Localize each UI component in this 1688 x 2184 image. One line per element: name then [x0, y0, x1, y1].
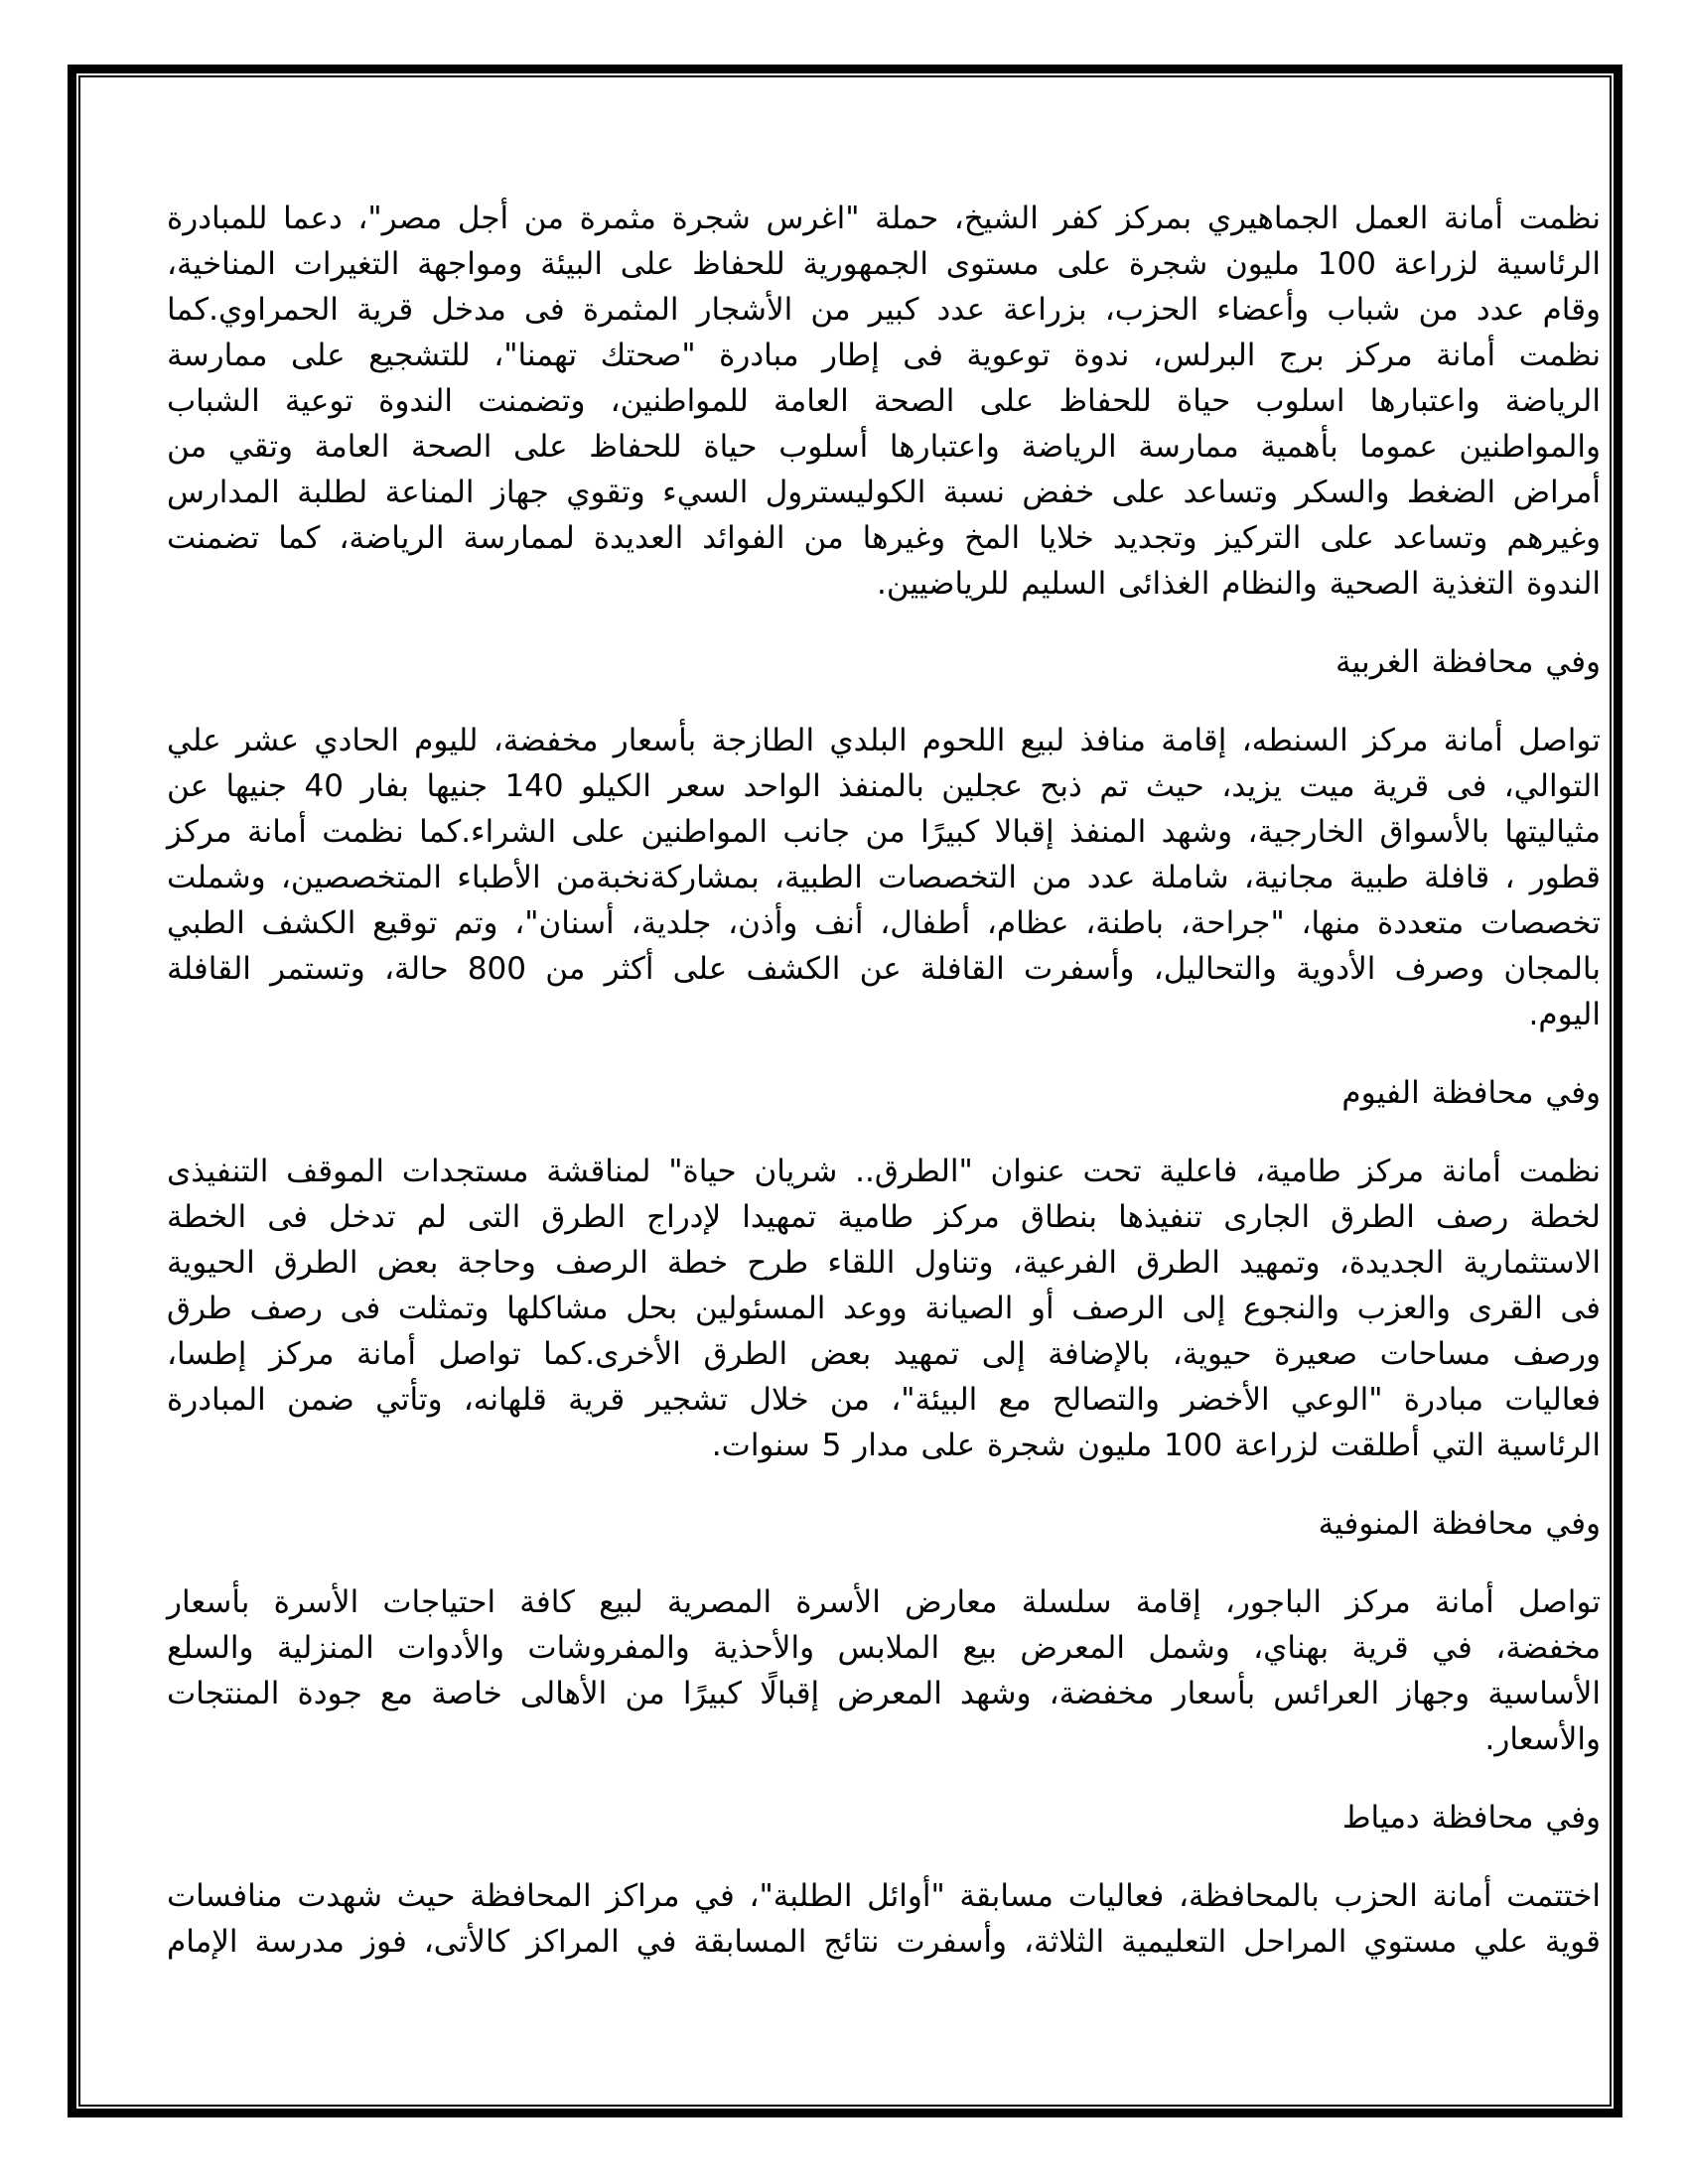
text-line: قطور ، قافلة طبية مجانية، شاملة عدد من التخصصات الطبية، بمشاركةنخبةمن الأطباء المتخصصين، وشملت — [167, 860, 1601, 895]
text-line: مثياليتها بالأسواق الخارجية، وشهد المنفذ إقبالا كبيرًا من جانب المواطنين على الشراء.كما نظمت أمانة مركز — [167, 814, 1601, 850]
text-line: اختتمت أمانة الحزب بالمحافظة، فعاليات مسابقة "أوائل الطلبة"، في مراكز المحافظة حيث شهدت منافسات — [167, 1878, 1601, 1914]
damietta-heading — [167, 1795, 1601, 1841]
text-line: أمراض الضغط والسكر وتساعد على خفض نسبة الكوليسترول السيء وتقوي جهاز المناعة لطلبة المدارس — [167, 475, 1601, 510]
text-line: وغيرهم وتساعد على التركيز وتجديد خلايا المخ وغيرها من الفوائد العديدة لممارسة الرياضة، كما تضمنت — [167, 520, 1601, 556]
text-line: مخفضة، في قرية بهناي، وشمل المعرض بيع الملابس والأحذية والمفروشات والأدوات المنزلية والسلع — [167, 1630, 1601, 1666]
menoufia-paragraph — [167, 1579, 1601, 1762]
text-line: الندوة التغذية الصحية والنظام الغذائى السليم للرياضيين. — [877, 566, 1601, 602]
text-line: والأسعار. — [1484, 1721, 1601, 1757]
text-line: الأساسية وجهاز العرائس بأسعار مخفضة، وشهد المعرض إقبالًا كبيرًا من الأهالى خاصة مع جودة المنتجات — [167, 1676, 1601, 1711]
text-line: الرياضة واعتبارها اسلوب حياة للحفاظ على الصحة العامة للمواطنين، وتضمنت الندوة توعية الشباب — [167, 383, 1601, 419]
text-line: التوالي، فى قرية ميت يزيد، حيث تم ذبح عجلين بالمنفذ الواحد سعر الكيلو 140 جنيها بفار 40 جنيها عن — [167, 768, 1601, 804]
section-heading-text: وفي محافظة دمياط — [1341, 1800, 1601, 1836]
text-line: قوية علي مستوي المراحل التعليمية الثلاثة، وأسفرت نتائج المسابقة في المراكز كالأتى، فوز مدرسة الإمام — [167, 1924, 1601, 1960]
text-line: تواصل أمانة مركز الباجور، إقامة سلسلة معارض الأسرة المصرية لبيع كافة احتياجات الأسرة بأسعار — [167, 1584, 1601, 1620]
document-content — [167, 196, 1601, 1965]
text-line: الرئاسية لزراعة 100 مليون شجرة على مستوى الجمهورية للحفاظ على البيئة ومواجهة التغيرات المناخية، — [167, 246, 1601, 282]
text-line: بالمجان وصرف الأدوية والتحاليل، وأسفرت القافلة عن الكشف على أكثر من 800 حالة، وتستمر القافلة — [167, 951, 1601, 987]
menoufia-heading — [167, 1501, 1601, 1547]
text-line: اليوم. — [1528, 997, 1601, 1032]
gharbia-paragraph — [167, 718, 1601, 1037]
text-line: فى القرى والعزب والنجوع إلى الرصف أو الصيانة ووعد المسئولين بحل مشاكلها وتمثلت فى رصف طرق — [167, 1291, 1601, 1326]
text-line: فعاليات مبادرة "الوعي الأخضر والتصالح مع البيئة"، من خلال تشجير قرية قلهانه، وتأتي ضمن المبادرة — [167, 1382, 1601, 1418]
text-line: وقام عدد من شباب وأعضاء الحزب، بزراعة عدد كبير من الأشجار المثمرة فى مدخل قرية الحمراوي.كما — [167, 292, 1601, 328]
text-line: الاستثمارية الجديدة، وتمهيد الطرق الفرعية، وتناول اللقاء طرح خطة الرصف وحاجة بعض الطرق الحيوية — [167, 1245, 1601, 1281]
section-heading-text: وفي محافظة الفيوم — [1341, 1075, 1601, 1111]
gharbia-heading — [167, 639, 1601, 685]
damietta-paragraph — [167, 1873, 1601, 1965]
fayoum-heading — [167, 1070, 1601, 1116]
text-line: والمواطنين عموما بأهمية ممارسة الرياضة واعتبارها أسلوب حياة للحفاظ على الصحة العامة وتقي من — [167, 429, 1601, 465]
text-line: تواصل أمانة مركز السنطه، إقامة منافذ لبيع اللحوم البلدي الطازجة بأسعار مخفضة، لليوم الحادي عشر علي — [167, 723, 1601, 758]
text-line: الرئاسية التي أطلقت لزراعة 100 مليون شجرة على مدار 5 سنوات. — [711, 1428, 1601, 1463]
kafr-elsheikh-paragraph — [167, 196, 1601, 607]
text-line: لخطة رصف الطرق الجارى تنفيذها بنطاق مركز طامية تمهيدا لإدراج الطرق التى لم تدخل فى الخطة — [167, 1199, 1601, 1235]
text-line: نظمت أمانة مركز برج البرلس، ندوة توعوية فى إطار مبادرة "صحتك تهمنا"، للتشجيع على ممارسة — [167, 338, 1601, 373]
section-heading-text: وفي محافظة المنوفية — [1318, 1506, 1601, 1542]
text-line: نظمت أمانة العمل الجماهيري بمركز كفر الشيخ، حملة "اغرس شجرة مثمرة من أجل مصر"، دعما للمبادرة — [167, 201, 1601, 236]
text-line: نظمت أمانة مركز طامية، فاعلية تحت عنوان "الطرق.. شريان حياة" لمناقشة مستجدات الموقف التنفيذى — [167, 1154, 1601, 1189]
fayoum-paragraph — [167, 1149, 1601, 1468]
text-line: تخصصات متعددة منها، "جراحة، باطنة، عظام، أطفال، أنف وأذن، جلدية، أسنان"، وتم توقيع الكشف الطبي — [167, 905, 1601, 941]
text-line: ورصف مساحات صعيرة حيوية، بالإضافة إلى تمهيد بعض الطرق الأخرى.كما تواصل أمانة مركز إطسا، — [167, 1336, 1601, 1372]
section-heading-text: وفي محافظة الغربية — [1336, 644, 1601, 680]
